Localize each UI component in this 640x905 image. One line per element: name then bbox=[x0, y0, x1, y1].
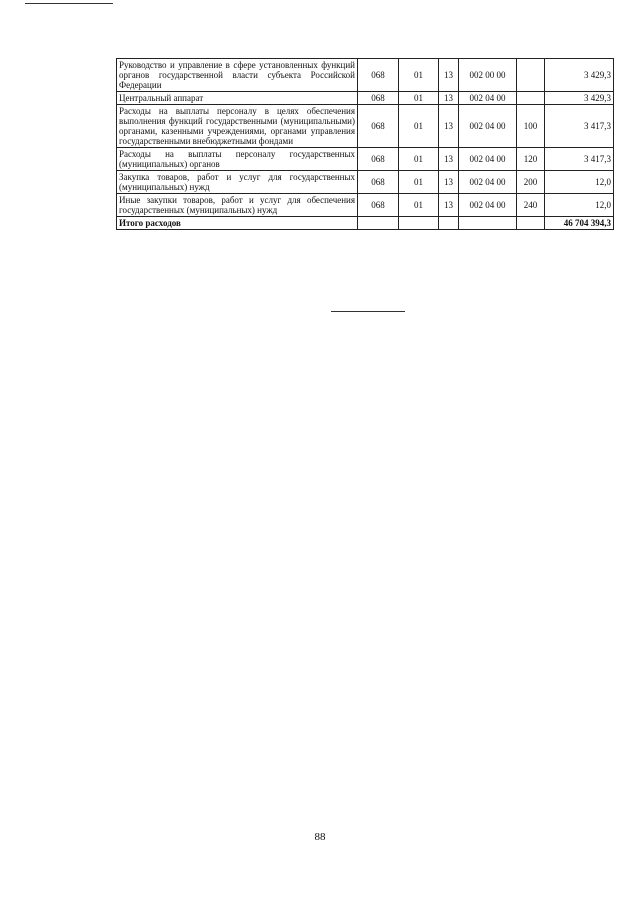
table-row bbox=[117, 194, 614, 217]
row-name-cell: Расходы на выплаты персоналу государственных (муниципальных) органов bbox=[117, 148, 358, 171]
section-code-cell: 01 bbox=[399, 105, 439, 148]
section-end-rule bbox=[331, 311, 405, 312]
row-name-cell: Закупка товаров, работ и услуг для государственных (муниципальных) нужд bbox=[117, 171, 358, 194]
empty-cell bbox=[459, 217, 517, 230]
amount-cell: 12,0 bbox=[545, 194, 614, 217]
expense-type-cell: 100 bbox=[517, 105, 545, 148]
page-number: 88 bbox=[314, 831, 326, 843]
target-article-cell: 002 04 00 bbox=[459, 194, 517, 217]
target-article-cell: 002 04 00 bbox=[459, 171, 517, 194]
expense-type-cell: 200 bbox=[517, 171, 545, 194]
row-name-cell: Расходы на выплаты персоналу в целях обеспечения выполнения функций государственными (муниципальными) органами, казенными учреждениями, органами управления государственными внебюджетными фондами bbox=[117, 105, 358, 148]
section-code-cell: 01 bbox=[399, 59, 439, 92]
row-name-cell: Центральный аппарат bbox=[117, 92, 358, 105]
subsection-code-cell: 13 bbox=[439, 92, 459, 105]
section-code-cell: 01 bbox=[399, 148, 439, 171]
empty-cell bbox=[399, 217, 439, 230]
empty-cell bbox=[358, 217, 399, 230]
empty-cell bbox=[439, 217, 459, 230]
row-name-cell: Руководство и управление в сфере установленных функций органов государственной власти субъекта Российской Федерации bbox=[117, 59, 358, 92]
subsection-code-cell: 13 bbox=[439, 105, 459, 148]
subsection-code-cell: 13 bbox=[439, 171, 459, 194]
section-code-cell: 01 bbox=[399, 92, 439, 105]
expense-type-cell: 240 bbox=[517, 194, 545, 217]
ved-code-cell: 068 bbox=[358, 171, 399, 194]
amount-cell: 3 417,3 bbox=[545, 105, 614, 148]
expense-type-cell bbox=[517, 59, 545, 92]
section-code-cell: 01 bbox=[399, 194, 439, 217]
subsection-code-cell: 13 bbox=[439, 194, 459, 217]
total-label-cell: Итого расходов bbox=[117, 217, 358, 230]
ved-code-cell: 068 bbox=[358, 148, 399, 171]
ved-code-cell: 068 bbox=[358, 105, 399, 148]
target-article-cell: 002 04 00 bbox=[459, 92, 517, 105]
target-article-cell: 002 04 00 bbox=[459, 105, 517, 148]
amount-cell: 3 417,3 bbox=[545, 148, 614, 171]
empty-cell bbox=[517, 217, 545, 230]
subsection-code-cell: 13 bbox=[439, 148, 459, 171]
target-article-cell: 002 00 00 bbox=[459, 59, 517, 92]
expense-type-cell bbox=[517, 92, 545, 105]
table-row bbox=[117, 148, 614, 171]
total-row bbox=[117, 217, 614, 230]
expense-type-cell: 120 bbox=[517, 148, 545, 171]
section-code-cell: 01 bbox=[399, 171, 439, 194]
table-row bbox=[117, 59, 614, 92]
expenditure-table bbox=[116, 58, 614, 230]
amount-cell: 3 429,3 bbox=[545, 59, 614, 92]
row-name-cell: Иные закупки товаров, работ и услуг для обеспечения государственных (муниципальных) нужд bbox=[117, 194, 358, 217]
total-amount-cell: 46 704 394,3 bbox=[545, 217, 614, 230]
top-left-rule bbox=[25, 3, 113, 4]
amount-cell: 3 429,3 bbox=[545, 92, 614, 105]
target-article-cell: 002 04 00 bbox=[459, 148, 517, 171]
amount-cell: 12,0 bbox=[545, 171, 614, 194]
ved-code-cell: 068 bbox=[358, 92, 399, 105]
ved-code-cell: 068 bbox=[358, 194, 399, 217]
table-row bbox=[117, 171, 614, 194]
subsection-code-cell: 13 bbox=[439, 59, 459, 92]
table-row bbox=[117, 105, 614, 148]
ved-code-cell: 068 bbox=[358, 59, 399, 92]
table-row bbox=[117, 92, 614, 105]
